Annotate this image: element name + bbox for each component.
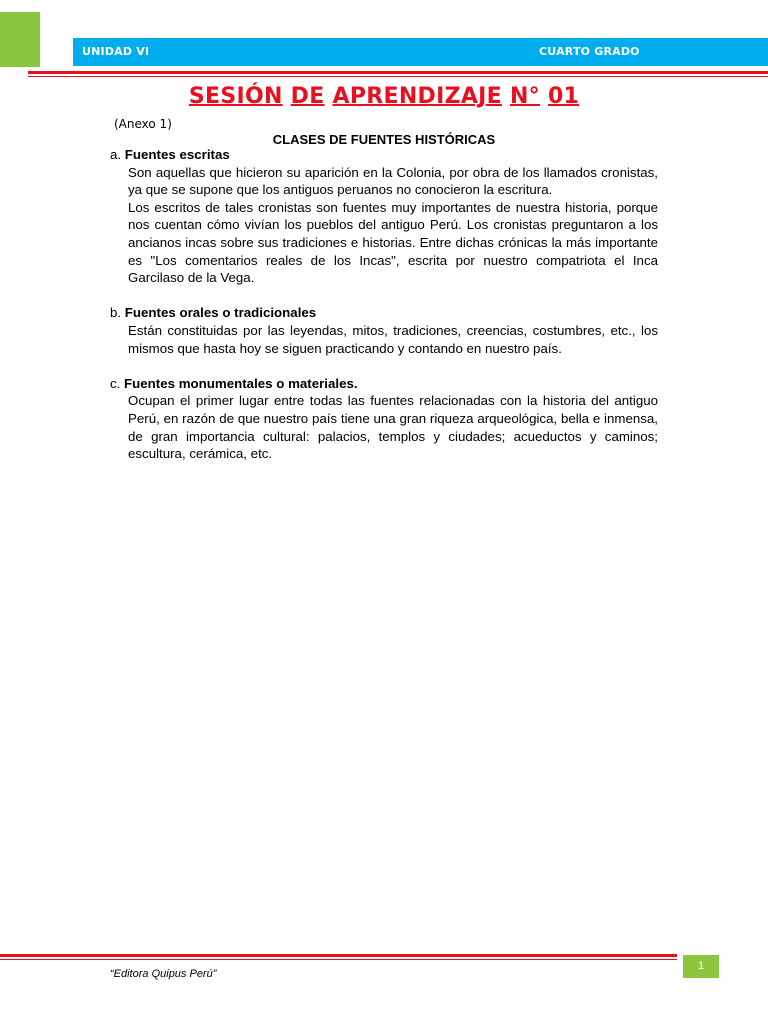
- page-title: [0, 84, 768, 109]
- section-heading: Fuentes escritas: [124, 147, 230, 162]
- header-green-tab: [0, 12, 40, 67]
- section-oral-sources: [110, 304, 658, 357]
- section-letter: a.: [110, 147, 122, 162]
- paragraph: Los escritos de tales cronistas son fuentes muy importantes de nuestra historia, porque nos cuentan cómo vivían los pueblos del antiguo Perú. Los cronistas preguntaron a los ancianos incas sobre sus tradiciones e historias. Entre dichas crónicas la más importante es "Los comentarios reales de los Incas", escrita por nuestro compatriota el Inca Garcilaso de la Vega.: [128, 199, 658, 286]
- footer-divider: [0, 954, 677, 957]
- section-written-sources: [110, 146, 658, 287]
- annex-label: (Anexo 1): [114, 117, 172, 131]
- header-unit: UNIDAD VI: [82, 45, 150, 58]
- footer-publisher: “Editora Quipus Perú”: [110, 968, 217, 980]
- page-number: 1: [683, 955, 719, 978]
- header-bar: [73, 38, 768, 66]
- header-divider-thin: [28, 76, 768, 77]
- header-grade: CUARTO GRADO: [539, 45, 640, 58]
- section-letter: b.: [110, 305, 122, 321]
- title-word: 01: [547, 84, 580, 109]
- title-word: DE: [290, 84, 325, 109]
- title-word: APRENDIZAJE: [332, 84, 502, 109]
- section-letter: c.: [110, 375, 121, 391]
- section-heading: Fuentes orales o tradicionales: [124, 305, 317, 321]
- header-divider: [28, 71, 768, 74]
- section-heading: Fuentes monumentales o materiales.: [124, 375, 358, 391]
- section-monumental-sources: [110, 375, 658, 463]
- title-word: SESIÓN: [188, 84, 283, 109]
- section-subtitle: CLASES DE FUENTES HISTÓRICAS: [272, 132, 496, 147]
- title-word: N°: [509, 84, 540, 109]
- paragraph: Ocupan el primer lugar entre todas las fuentes relacionadas con la historia del antiguo Perú, en razón de que nuestro país tiene una gran riqueza arqueológica, bella e inmensa, de gran importancia cultural: palacios, templos y ciudades; acueductos y caminos; escultura, cerámica, etc.: [128, 393, 658, 462]
- paragraph: Están constituidas por las leyendas, mitos, tradiciones, creencias, costumbres, etc., los mismos que hasta hoy se siguen practicando y contando en nuestro país.: [128, 322, 658, 356]
- document-body: [110, 146, 658, 480]
- footer-divider-thin: [0, 959, 677, 960]
- paragraph: Son aquellas que hicieron su aparición en la Colonia, por obra de los llamados cronistas, ya que se supone que los antiguos peruanos no conocieron la escritura.: [128, 164, 658, 198]
